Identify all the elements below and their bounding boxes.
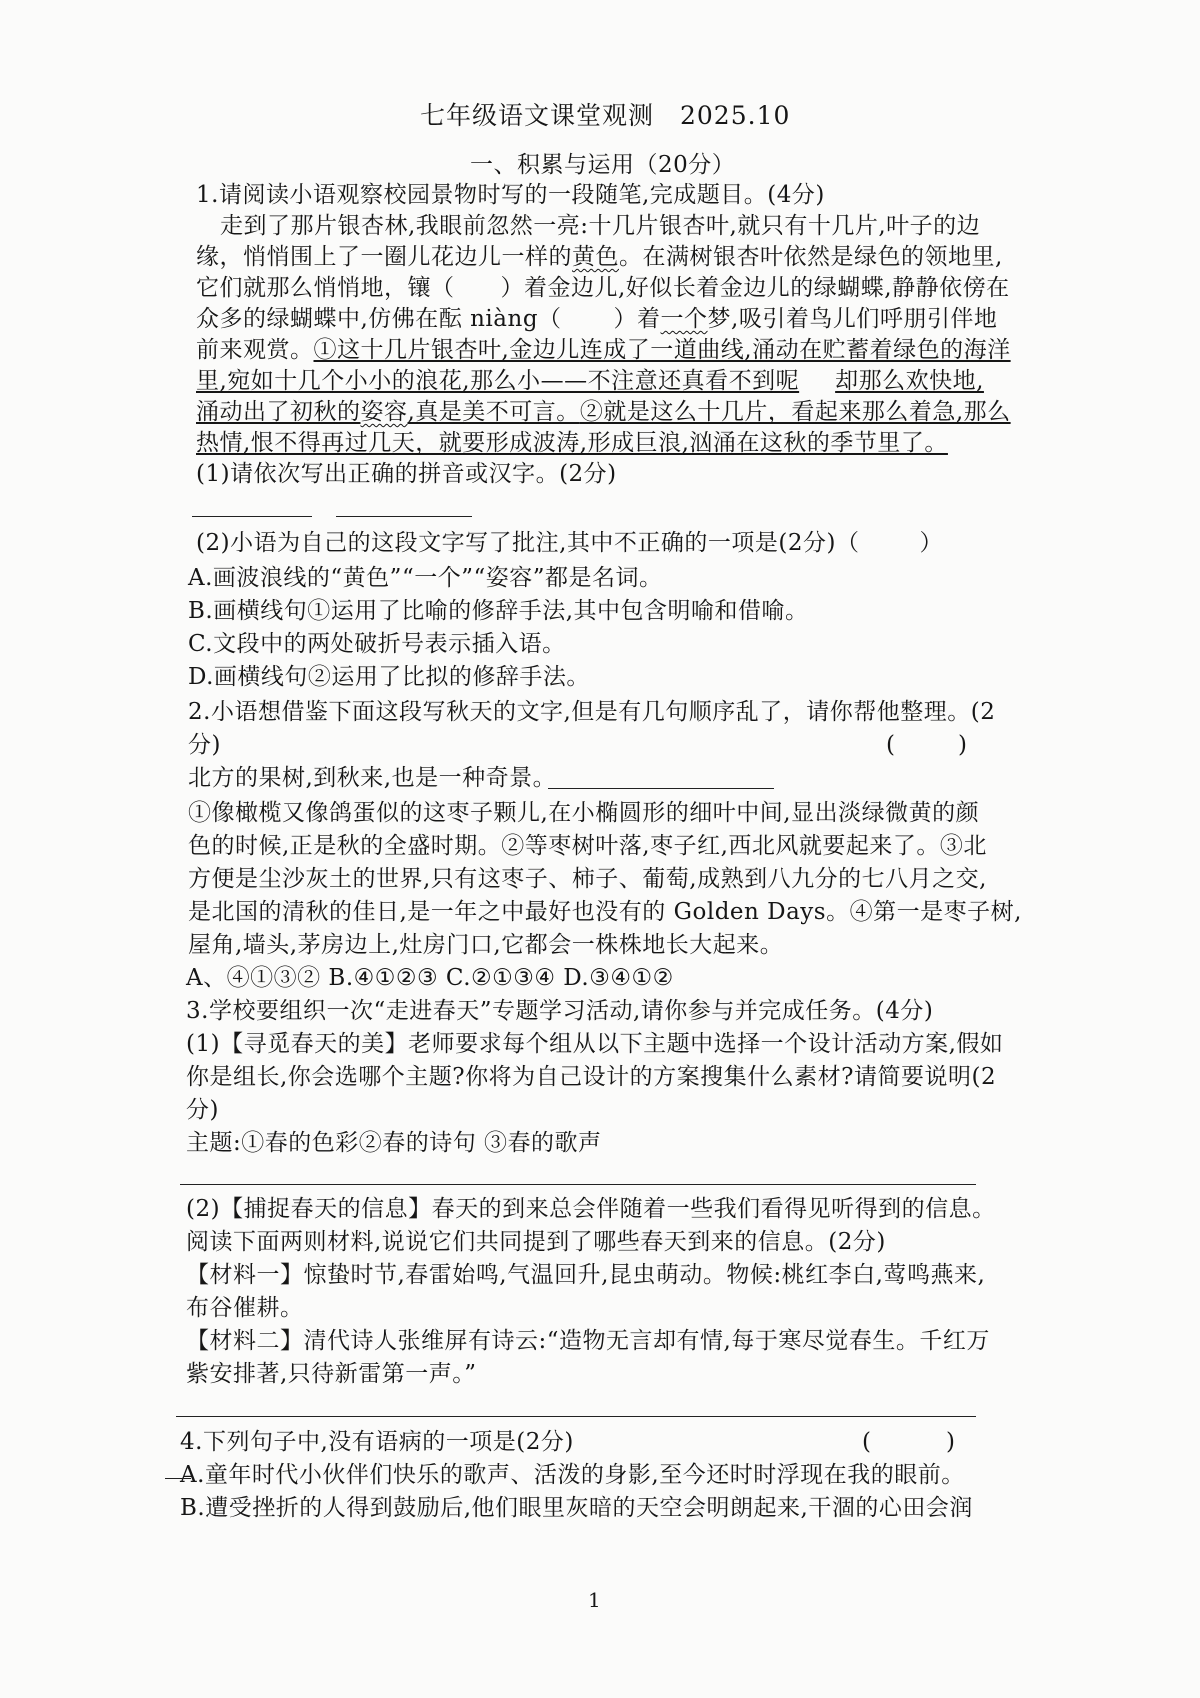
q4-option-b: B.遭受挫折的人得到鼓励后,他们眼里灰暗的天空会明朗起来,干涸的心田会润	[180, 1495, 973, 1521]
q1-option-c: C.文段中的两处破折号表示插入语。	[188, 631, 566, 657]
q1-passage-line-3: 它们就那么悄悄地，镶（ ）着金边儿,好似长着金边儿的绿蝴蝶,静静依傍在	[196, 275, 1010, 301]
q1-passage-line-7: 涌动出了初秋的姿容,真是美不可言。②就是这么十几片，看起来那么着急,那么	[196, 399, 1011, 425]
q3-sub1-line-2: 你是组长,你会选哪个主题?你将为自己设计的方案搜集什么素材?请简要说明(2	[186, 1064, 997, 1090]
q3-sub1-line-1: (1)【寻觅春天的美】老师要求每个组从以下主题中选择一个设计活动方案,假如	[186, 1031, 1004, 1057]
q1-passage-line-2: 缘，悄悄围上了一圈儿花边儿一样的黄色。在满树银杏叶依然是绿色的领地里,	[196, 244, 1003, 270]
q2-text-line-1: ①像橄榄又像鸽蛋似的这枣子颗儿,在小椭圆形的细叶中间,显出淡绿微黄的颜	[188, 800, 980, 826]
q3-material-1-line-1: 【材料一】惊蛰时节,春雷始鸣,气温回升,昆虫萌动。物候:桃红李白,莺鸣燕来,	[186, 1262, 986, 1288]
wavy-word-zirong: 姿容	[360, 399, 408, 425]
q1-passage-line-5: 前来观赏。①这十几片银杏叶,金边儿连成了一道曲线,涌动在贮蓄着绿色的海洋	[196, 337, 1011, 363]
q2-options: A、④①③② B.④①②③ C.②①③④ D.③④①②	[186, 965, 674, 991]
wavy-word-huangse: 黄色	[572, 244, 619, 270]
pen-mark	[165, 1478, 191, 1479]
q4-answer-paren-open: (	[862, 1429, 872, 1455]
q3-answer-line-2[interactable]	[176, 1416, 976, 1417]
page-number: 1	[588, 1588, 602, 1612]
answer-blank-2[interactable]	[336, 516, 472, 517]
q4-answer-paren-close: )	[946, 1429, 956, 1455]
q2-stem-line-1: 2.小语想借鉴下面这段写秋天的文字,但是有几句顺序乱了，请你帮他整理。(2	[188, 699, 996, 725]
q1-passage-line-8: 热情,恨不得再过几天，就要形成波涛,形成巨浪,汹涌在这秋的季节里了。	[196, 430, 948, 456]
wavy-word-yige: 一个	[660, 306, 708, 332]
q2-text-line-3: 方便是尘沙灰土的世界,只有这枣子、柿子、葡萄,成熟到八九分的七八月之交,	[188, 866, 987, 892]
q1-passage-line-1: 走到了那片银杏林,我眼前忽然一亮:十几片银杏叶,就只有十几片,叶子的边	[220, 213, 981, 239]
exam-title: 七年级语文课堂观测 2025.10	[420, 101, 791, 130]
q2-lead-sentence: 北方的果树,到秋来,也是一种奇景。	[188, 765, 557, 791]
q3-sub2-line-2: 阅读下面两则材料,说说它们共同提到了哪些春天到来的信息。(2分)	[186, 1229, 886, 1255]
q3-stem: 3.学校要组织一次“走进春天”专题学习活动,请你参与并完成任务。(4分)	[186, 998, 934, 1024]
q1-sub2: (2)小语为自己的这段文字写了批注,其中不正确的一项是(2分)（ ）	[196, 530, 943, 556]
q1-option-b: B.画横线句①运用了比喻的修辞手法,其中包含明喻和借喻。	[188, 598, 809, 624]
q2-answer-paren-open: (	[886, 732, 896, 758]
q2-answer-blank[interactable]	[548, 788, 774, 789]
q1-sub1: (1)请依次写出正确的拼音或汉字。(2分)	[196, 461, 617, 487]
q2-text-line-4: 是北国的清秋的佳日,是一年之中最好也没有的 Golden Days。④第一是枣子树,	[188, 899, 1022, 925]
q2-text-line-2: 色的时候,正是秋的全盛时期。②等枣树叶落,枣子红,西北风就要起来了。③北	[188, 833, 987, 859]
q1-option-d: D.画横线句②运用了比拟的修辞手法。	[188, 664, 590, 690]
answer-blank-1[interactable]	[192, 516, 312, 517]
q3-themes: 主题:①春的色彩②春的诗句 ③春的歌声	[186, 1130, 602, 1156]
q3-answer-line-1[interactable]	[180, 1184, 976, 1185]
q1-passage-line-4: 众多的绿蝴蝶中,仿佛在酝 niàng（ ）着一个梦,吸引着鸟儿们呼朋引伴地	[196, 306, 998, 332]
q3-material-1-line-2: 布谷催耕。	[186, 1295, 304, 1321]
q1-stem: 1.请阅读小语观察校园景物时写的一段随笔,完成题目。(4分)	[196, 182, 825, 208]
q4-stem: 4.下列句子中,没有语病的一项是(2分)	[180, 1429, 574, 1455]
q3-material-2-line-2: 紫安排著,只待新雷第一声。”	[186, 1361, 477, 1387]
section-heading: 一、积累与运用（20分）	[470, 152, 736, 178]
q4-option-a: A.童年时代小伙伴们快乐的歌声、活泼的身影,至今还时时浮现在我的眼前。	[180, 1462, 965, 1488]
q3-sub1-line-3: 分)	[186, 1097, 219, 1123]
q3-sub2-line-1: (2)【捕捉春天的信息】春天的到来总会伴随着一些我们看得见听得到的信息。	[186, 1196, 996, 1222]
q1-passage-line-6: 里,宛如十几个小小的浪花,那么小——不注意还真看不到呢 却那么欢快地,	[196, 368, 984, 394]
q3-material-2-line-1: 【材料二】清代诗人张维屏有诗云:“造物无言却有情,每于寒尽觉春生。千红万	[186, 1328, 990, 1354]
underlined-sentence-1: ①这十几片银杏叶,金边儿连成了一道曲线,涌动在贮蓄着绿色的海洋	[313, 337, 1011, 363]
q2-stem-line-2: 分)	[188, 732, 221, 758]
q2-text-line-5: 屋角,墙头,茅房边上,灶房门口,它都会一株株地长大起来。	[188, 932, 784, 958]
q2-answer-paren-close: )	[958, 732, 968, 758]
q1-option-a: A.画波浪线的“黄色”“一个”“姿容”都是名词。	[188, 565, 663, 591]
underlined-sentence-2: ②就是这么十几片，看起来那么着急,那么	[579, 399, 1011, 425]
